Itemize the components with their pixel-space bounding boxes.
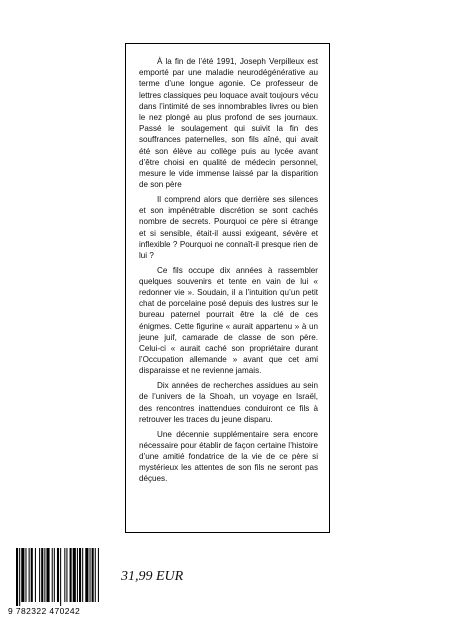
barcode-bars bbox=[8, 548, 100, 606]
summary-paragraph-2: Il comprend alors que derrière ses silences et son impénétrable discrétion se sont cachés nombre de secrets. Pourquoi ce père si étrange et si sensible, était-il aussi exigeant, sévère et inflexible ? Pourquoi ne connaît-il presque rien de lui ? bbox=[139, 194, 318, 260]
summary-paragraph-4: Dix années de recherches assidues au sein de l’univers de la Shoah, un voyage en Israël, des rencontres inattendues conduiront ce fils à retrouver les traces du jeune disparu. bbox=[139, 381, 318, 424]
price-label: 31,99 EUR bbox=[121, 569, 184, 584]
summary-paragraph-1: À la fin de l’été 1991, Joseph Verpilleux est emporté par une maladie neurodégénérative au terme d’une longue agonie. Ce professeur de lettres classiques peu loquace avait toujours vécu dans l’intimité de ses innombrables livres ou bien le nez plongé au plus profond de ses journaux. Passé le soulagement qui suivit la fin des souffrances paternelles, son fils aîné, qui avait été son élève au collège puis au lycée avant d’être choisi en qualité de médecin personnel, mesure le vide immense laissé par la disparition de son père bbox=[139, 57, 318, 190]
summary-paragraph-3: Ce fils occupe dix années à rassembler quelques souvenirs et tente en vain de lui « redonner vie ». Soudain, il a l’intuition qu’un petit chat de porcelaine posé depuis des lustres sur le bureau paternel pourrait être la clé de ces énigmes. Cette figurine « aurait appartenu » à un jeune juif, camarade de classe de son père. Celui-ci « aurait caché son propriétaire durant l’Occupation allemande » avant que cet ami disparaisse et ne revienne jamais. bbox=[139, 265, 318, 376]
isbn-digits: 9 782322 470242 bbox=[8, 606, 81, 616]
isbn-barcode bbox=[8, 548, 100, 618]
summary-paragraph-5: Une décennie supplémentaire sera encore nécessaire pour établir de façon certaine l’histoire d’une amitié fondatrice de la vie de ce père si mystérieux les attentes de son fils ne seront pas déçues. bbox=[139, 429, 318, 484]
summary-text-box bbox=[125, 43, 330, 533]
